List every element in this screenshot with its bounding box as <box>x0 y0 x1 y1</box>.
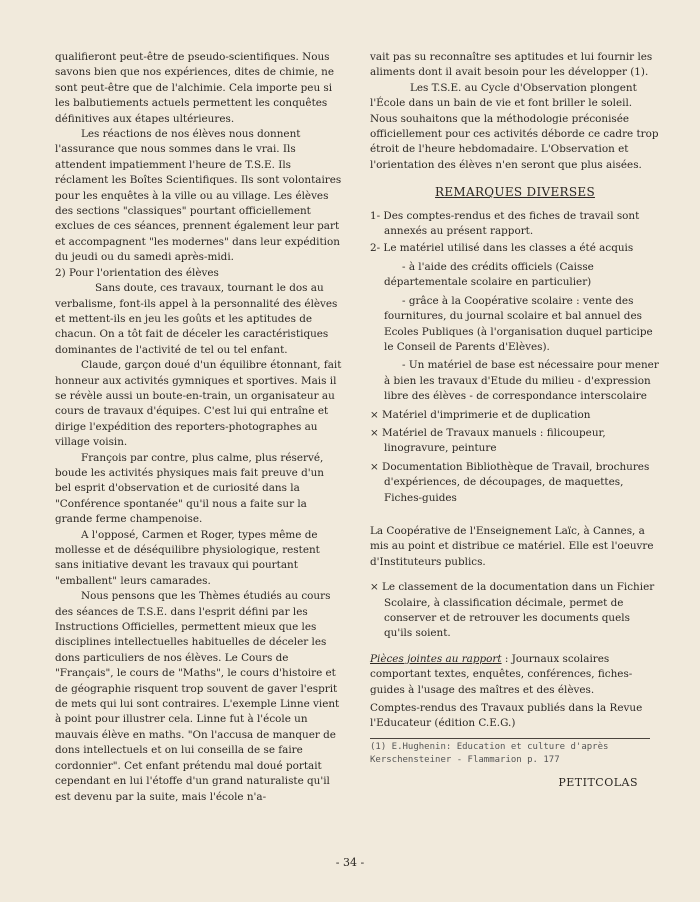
section-title: 2) Pour l'orientation des élèves <box>55 266 219 279</box>
list-item: × Matériel de Travaux manuels : filicoupeur, linogravure, peinture <box>370 426 606 455</box>
paragraph: Les réactions de nos élèves nous donnent l'assurance que nous sommes dans le vrai. Ils attendent impatiemment l'heure de T.S.E. Ils réclament les Boîtes Scientifiques. Ils sont volontaires pour les enquêtes à la ville ou au village. Les élèves des sections "classiques" pourtant officiellement exclues de ces séances, prennent également leur part et accompagnent "les modernes" dans leur expédition du jeudi ou du samedi après-midi. <box>55 128 342 264</box>
right-column <box>370 50 660 790</box>
left-column <box>55 50 343 805</box>
list-item: × Matériel d'imprimerie et de duplication <box>370 408 591 421</box>
paragraph: Nous pensons que les Thèmes étudiés au cours des séances de T.S.E. dans l'esprit défini par les Instructions Officielles, permettent mieux que les disciplines intellectuelles habituelles de déceler les dons particuliers de nos élèves. Le Cours de "Français", le cours de "Maths", le cours d'histoire et de géographie risquent trop souvent de gaver l'esprit de mets qui lui sont contraires. L'exemple Linne vient à point pour illustrer cela. Linne fut à l'école un mauvais élève en maths. "On l'accusa de manquer de dons intellectuels et on lui conseilla de se faire cordonnier". Cet enfant prétendu mal doué portait cependant en lui l'étoffe d'un grand naturaliste qu'il est devenu par la suite, mais l'école n'a- <box>55 590 340 803</box>
paragraph: Sans doute, ces travaux, tournant le dos au verbalisme, font-ils appel à la personnalité des élèves et mettent-ils en jeu les goûts et les aptitudes de chacun. On a tôt fait de déceler les caractéristiques dominantes de l'activité de tel ou tel enfant. <box>55 282 338 356</box>
pieces-label: Pièces jointes au rapport <box>370 652 502 665</box>
paragraph: Comptes-rendus des Travaux publiés dans la Revue l'Educateur (édition C.E.G.) <box>370 702 643 730</box>
footnote-divider <box>370 738 650 739</box>
list-item: - Un matériel de base est nécessaire pour mener à bien les travaux d'Etude du milieu - d'expression libre des élèves - de correspondance interscolaire <box>384 359 659 403</box>
paragraph: Claude, garçon doué d'un équilibre étonnant, fait honneur aux activités gymniques et sportives. Mais il se révèle aussi un boute-en-train, un organisateur au cours de travaux d'équipes. C'est lui qui entraîne et dirige l'expédition des reporters-photographes au village voisin. <box>55 359 342 449</box>
section-heading: REMARQUES DIVERSES <box>435 185 595 200</box>
footnote: (1) E.Hughenin: Education et culture d'après Kerschensteiner - Flammarion p. 177 <box>370 741 609 765</box>
paragraph: François par contre, plus calme, plus réservé, boude les activités physiques mais fait preuve d'un bel esprit d'observation et de curiosité dans la "Conférence spontanée" qu'il nous a faite sur la grande ferme champenoise. <box>55 451 324 526</box>
paragraph: qualifieront peut-être de pseudo-scientifiques. Nous savons bien que nos expériences, dites de chimie, ne sont peut-être que de l'alchimie. Cela importe peu si les balbutiements actuels permettent les conquêtes définitives aux étapes ultérieures. <box>55 51 334 125</box>
signature: PETITCOLAS <box>558 775 638 789</box>
paragraph: La Coopérative de l'Enseignement Laïc, à Cannes, a mis au point et distribue ce matériel. Elle est l'oeuvre d'Instituteurs publics. <box>370 524 654 568</box>
pieces-text: : Journaux scolaires comportant textes, enquêtes, conférences, fiches-guides à l'usage des maîtres et des élèves. <box>370 652 633 696</box>
paragraph: Les T.S.E. au Cycle d'Observation plongent l'École dans un bain de vie et font briller le soleil. Nous souhaitons que la méthodologie préconisée officiellement pour ces activités déborde ce cadre trop étroit de l'heure hebdomadaire. L'Observation et l'orientation des élèves n'en seront que plus aisées. <box>370 81 659 171</box>
page-number: - 34 - <box>335 856 365 869</box>
continuation-paragraph: vait pas su reconnaître ses aptitudes et lui fournir les aliments dont il avait besoin pour les développer (1). <box>370 51 653 79</box>
pieces-jointes <box>370 652 660 698</box>
paragraph: A l'opposé, Carmen et Roger, types même de mollesse et de déséquilibre physiologique, restent sans initiative devant les travaux qui pourtant "emballent" leurs camarades. <box>55 528 320 587</box>
list-item: 2- Le matériel utilisé dans les classes a été acquis <box>370 242 634 255</box>
list-item: × Le classement de la documentation dans un Fichier Scolaire, à classification décimale, permet de conserver et de retrouver les documents quels qu'ils soient. <box>370 581 655 640</box>
list-item: - à l'aide des crédits officiels (Caisse départementale scolaire en particulier) <box>384 260 594 289</box>
list-item: - grâce à la Coopérative scolaire : vente des fournitures, du journal scolaire et bal annuel des Ecoles Publiques (à l'organisation duquel participe le Conseil de Parents d'Elèves). <box>384 294 653 353</box>
list-item: × Documentation Bibliothèque de Travail, brochures d'expériences, de découpages, de maquettes, Fiches-guides <box>370 460 650 504</box>
list-item: 1- Des comptes-rendus et des fiches de travail sont annexés au présent rapport. <box>370 209 640 238</box>
